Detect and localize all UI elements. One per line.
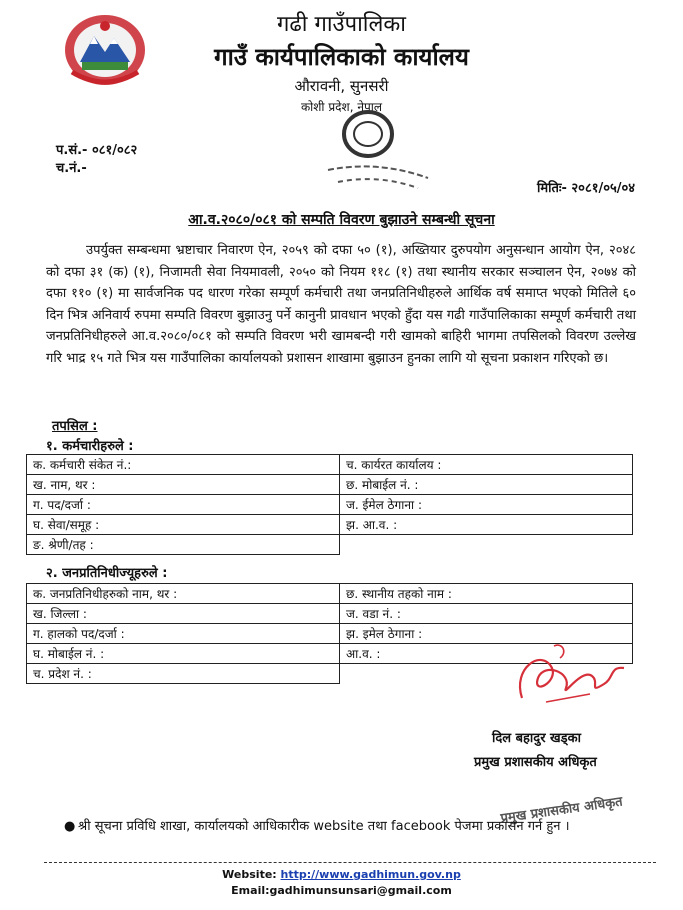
website-link[interactable]: http://www.gadhimun.gov.np xyxy=(280,868,461,881)
footer-email[interactable]: Email:gadhimunsunsari@gmail.com xyxy=(231,884,452,897)
tapasil-label: तपसिल : xyxy=(52,419,98,434)
chalani-number: च.नं.- xyxy=(56,161,87,176)
representative-name-field[interactable]: क. जनप्रतिनिधीहरुको नाम, थर : xyxy=(27,584,340,604)
table-row xyxy=(27,495,633,515)
table-row xyxy=(27,515,633,535)
empty-cell xyxy=(340,535,633,555)
section2-title: २. जनप्रतिनिधीज्यूहरुले : xyxy=(46,566,168,581)
employee-details-table xyxy=(26,454,633,555)
employee-code-field[interactable]: क. कर्मचारी संकेत नं.: xyxy=(27,455,340,475)
footer-website xyxy=(0,868,683,881)
local-level-name-field[interactable]: छ. स्थानीय तहको नाम : xyxy=(340,584,633,604)
letter-date: मितिः- २०८१/०५/०४ xyxy=(536,181,635,196)
notice-subject-text: आ.व.२०८०/०८१ को सम्पति विवरण बुझाउने सम्बन्धी सूचना xyxy=(188,212,495,228)
notice-subject xyxy=(0,210,683,229)
province-number-field[interactable]: च. प्रदेश नं. : xyxy=(27,664,340,684)
working-office-field[interactable]: च. कार्यरत कार्यालय : xyxy=(340,455,633,475)
mobile-field[interactable]: छ. मोबाईल नं. : xyxy=(340,475,633,495)
service-group-field[interactable]: घ. सेवा/समूह : xyxy=(27,515,340,535)
email-field[interactable]: ज. ईमेल ठेगाना : xyxy=(340,495,633,515)
table-row xyxy=(27,475,633,495)
office-name: गाउँ कार्यपालिकाको कार्यालय xyxy=(214,43,469,71)
designation-stamp: प्रमुख प्रशासकीय अधिकृत xyxy=(499,794,624,827)
representative-fiscal-year-field[interactable]: आ.व. : xyxy=(340,644,633,664)
level-field[interactable]: ङ. श्रेणी/तह : xyxy=(27,535,340,555)
notice-body: उपर्युक्त सम्बन्धमा भ्रष्टाचार निवारण ऐन, २०५९ को दफा ५० (१), अख्तियार दुरुपयोग अनुसन्धान आयोग ऐन, २०४८ को दफा ३१ (क) (१), निजामती सेवा नियमावली, २०५० को नियम ११८ (१) तथा स्थानीय सरकार सञ्चालन ऐन, २०७४ को दफा ११० (१) मा सार्वजनिक पद धारण गरेका सम्पूर्ण कर्मचारी तथा जनप्रतिनिधीहरुले आर्थिक वर्ष समाप्त भएको मितिले ६० दिन भित्र अनिवार्य रुपमा सम्पति विवरण बुझाउनु पर्ने कानुनी प्रावधान भएको हुँदा यस गढी गाउँपालिकाका सम्पूर्ण कर्मचारी तथा जनप्रतिनिधीहरुले आ.व.२०८०/०८१ को सम्पति विवरण भरी खामबन्दी गरी खामको बाहिरी भागमा तपसिलको विवरण उल्लेख गरि भाद्र १५ गते भित्र यस गाउँपालिका कार्यालयको प्रशासन शाखामा बुझाउन हुनका लागि यो सूचना प्रकाशन गरिएको छ। xyxy=(46,243,636,366)
table-row xyxy=(27,455,633,475)
name-field[interactable]: ख. नाम, थर : xyxy=(27,475,340,495)
current-post-field[interactable]: ग. हालको पद/दर्जा : xyxy=(27,624,340,644)
signatory-name: दिल बहादुर खड्का xyxy=(492,731,581,746)
section1-title: १. कर्मचारीहरुले : xyxy=(46,439,134,454)
district-field[interactable]: ख. जिल्ला : xyxy=(27,604,340,624)
signature-icon xyxy=(492,638,642,708)
representative-email-field[interactable]: झ. इमेल ठेगाना : xyxy=(340,624,633,644)
bullet-icon: ● xyxy=(64,819,76,834)
office-location: औरावनी, सुनसरी xyxy=(294,77,389,95)
ward-number-field[interactable]: ज. वडा नं. : xyxy=(340,604,633,624)
note-text: श्री सूचना प्रविधि शाखा, कार्यालयको आधिकारीक website तथा facebook पेजमा प्रकासन गर्न हुन । xyxy=(78,819,570,834)
table-row xyxy=(27,584,633,604)
table-row xyxy=(27,604,633,624)
municipality-name: गढी गाउँपालिका xyxy=(276,12,406,37)
post-field[interactable]: ग. पद/दर्जा : xyxy=(27,495,340,515)
fiscal-year-field[interactable]: झ. आ.व. : xyxy=(340,515,633,535)
representative-mobile-field[interactable]: घ. मोबाईल नं. : xyxy=(27,644,340,664)
office-stamp-icon xyxy=(318,100,436,192)
patra-sankhya: प.सं.- ०८१/०८२ xyxy=(56,143,138,158)
footer-divider xyxy=(44,862,656,863)
table-row xyxy=(27,535,633,555)
notice-note xyxy=(64,816,570,834)
signatory-title: प्रमुख प्रशासकीय अधिकृत xyxy=(474,755,597,770)
website-label: Website: xyxy=(222,868,277,881)
office-province: कोशी प्रदेश, नेपाल xyxy=(300,100,383,114)
